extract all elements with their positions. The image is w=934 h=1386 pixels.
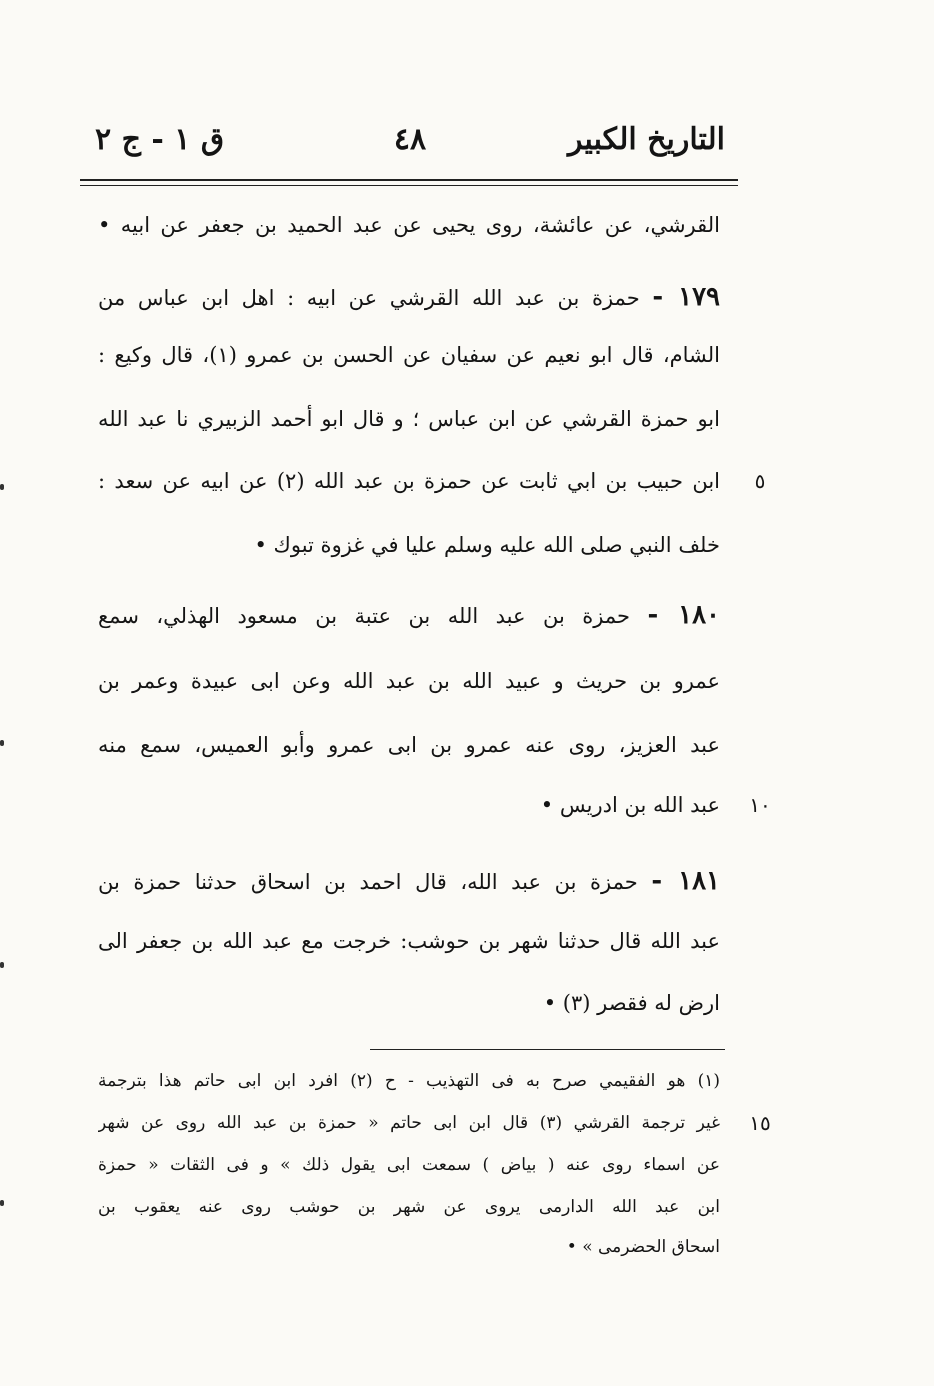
text-line: عمرو بن حريث و عبيد الله بن عبد الله وعن ابى عبيدة وعمر بن (98, 669, 720, 693)
scan-edge-mark (0, 484, 4, 490)
footnote-rule (370, 1049, 725, 1050)
text-line: ابو حمزة القرشي عن ابن عباس ؛ و قال ابو أحمد الزبيري نا عبد الله (98, 407, 720, 431)
text-line: ارض له فقصر (٣) • (543, 991, 720, 1015)
running-header (95, 116, 725, 176)
text-line: خلف النبي صلى الله عليه وسلم عليا في غزوة تبوك • (254, 533, 720, 557)
text-line: ابن حبيب بن ابي ثابت عن حمزة بن عبد الله (٢) عن ابيه عن سعد : (98, 469, 720, 493)
book-title: التاريخ الكبير (567, 122, 725, 157)
entry-number: ١٨١ - (651, 866, 720, 896)
text-line: عبد الله بن ادريس • (540, 793, 720, 817)
header-rule-thin (80, 185, 738, 186)
page-number: ٤٨ (393, 122, 427, 157)
footnote-line: غير ترجمة القرشي (٣) قال ابن ابى حاتم « حمزة بن عبد الله روى عن شهر (98, 1113, 720, 1133)
entry-heading-179 (98, 282, 720, 313)
entry-text: حمزة بن عبد الله بن عتبة بن مسعود الهذلي، سمع (98, 604, 630, 628)
entry-heading-181 (98, 866, 720, 897)
scan-edge-mark (0, 962, 4, 968)
volume-marker: ق ١ - ج ٢ (95, 122, 225, 157)
footnote-line: عن اسماء روى عنه ( بياض ) سمعت ابى يقول ذلك » و فى الثقات « حمزة (98, 1155, 720, 1175)
margin-line-number: ٥ (754, 469, 766, 493)
entry-number: ١٧٩ - (652, 282, 720, 312)
entry-heading-180 (98, 600, 720, 631)
text-line: عبد العزيز، روى عنه عمرو بن ابى عمرو وأبو العميس، سمع منه (98, 733, 720, 757)
scan-edge-mark (0, 740, 4, 746)
margin-line-number: ١٠ (749, 793, 771, 817)
margin-line-number: ١٥ (749, 1111, 771, 1135)
text-line: الشام، قال ابو نعيم عن سفيان عن الحسن بن عمرو (١)، قال وكيع : (98, 343, 720, 367)
entry-number: ١٨٠ - (647, 600, 720, 630)
entry-text: حمزة بن عبد الله القرشي عن ابيه : اهل ابن عباس من (98, 286, 640, 310)
entry-text: حمزة بن عبد الله، قال احمد بن اسحاق حدثنا حمزة بن (98, 870, 638, 894)
footnote-line: اسحاق الحضرمى » • (566, 1237, 720, 1257)
text-line: القرشي، عن عائشة، روى يحيى عن عبد الحميد بن جعفر عن ابيه • (98, 213, 720, 237)
scan-edge-mark (0, 1200, 4, 1206)
text-line: عبد الله قال حدثنا شهر بن حوشب: خرجت مع عبد الله بن جعفر الى (98, 929, 720, 953)
header-rule-thick (80, 179, 738, 181)
footnote-line: (١) هو الفقيمي صرح به فى التهذيب - ح (٢) افرد ابن ابى حاتم هذا بترجمة (98, 1071, 720, 1091)
footnote-line: ابن عبد الله الدارمى يروى عن شهر بن حوشب روى عنه يعقوب بن (98, 1197, 720, 1217)
